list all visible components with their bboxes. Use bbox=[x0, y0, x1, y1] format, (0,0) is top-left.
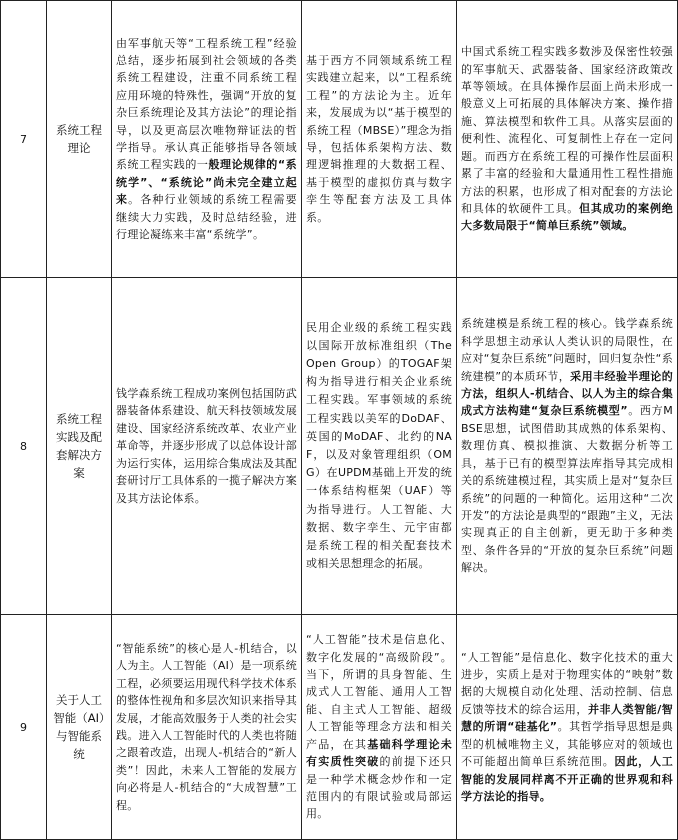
bold-text-segment: 基础科学理论未有实质性突破 bbox=[306, 737, 452, 769]
text-segment: “智能系统”的核心是人-机结合，以人为主。人工智能（AI）是一项系统工程，必须要运用现代科学技术体系的整体性视角和多层次知识来指导其发展，才能高效服务于人类的社会实践。进入人工智能时代的人类也将随之跟着改造，出现人-机结合的“新人类”！因此，未来人工智能的发展方向必将是人-机结合的“大成智慧”工程。 bbox=[116, 641, 297, 812]
bold-text-segment: 并非人类智能/智慧的所谓“硅基化” bbox=[461, 702, 673, 734]
row-number: 8 bbox=[1, 278, 47, 615]
china-practice-cell bbox=[112, 278, 302, 615]
text-segment: 的前提下还只是一种学术概念炒作和一定范围内的有限试验或局部运用。 bbox=[306, 755, 452, 821]
text-segment: 。各种行业领域的系统工程需要继续大力实践，及时总结经验，进行理论凝练来丰富“系统学”。 bbox=[116, 193, 297, 242]
comparison-cell bbox=[457, 1, 678, 278]
text-segment: 由军事航天等“工程系统工程”经验总结，逐步拓展到社会领域的各类系统工程建设，注重不同系统工程应用环境的特殊性，强调“开放的复杂巨系统理论及其方法论”的理论指导，以及更高层次唯物辩证法的哲学指导。承认真正能够指导各领域系统工程实践的一 bbox=[116, 36, 297, 172]
table-body bbox=[1, 1, 678, 840]
row-number: 9 bbox=[1, 615, 47, 840]
row-topic: 系统工程理论 bbox=[47, 1, 112, 278]
text-segment: 。西方MBSE思想，试图借助其成熟的体系架构、数理仿真、模拟推演、大数据分析等工具，基于已有的模型算法库指导其完成相关的系统建模过程，其实质上是对“复杂巨系统”的问题的一种简化。运用这种“二次开发”的方法论是典型的“跟跑”主义，无法实现真正的自主创新，更无助于多种类型、条件各异的“开放的复杂巨系统”问题解决。 bbox=[461, 404, 673, 575]
bold-text-segment: 般理论规律的“系统学”、“系统论”尚未完全建立起来 bbox=[116, 158, 297, 207]
western-practice-cell bbox=[302, 1, 457, 278]
row-topic: 系统工程实践及配套解决方案 bbox=[47, 278, 112, 615]
bold-text-segment: 但其成功的案例绝大多数局限于“简单巨系统”领域。 bbox=[461, 201, 674, 233]
text-segment: “人工智能”技术是信息化、数字化发展的“高级阶段”。当下，所谓的具身智能、生成式人工智能、通用人工智能、自主式人工智能、超级人工智能等理念方法和相关产品，在其 bbox=[306, 633, 452, 751]
comparison-cell bbox=[457, 615, 678, 840]
text-segment: 民用企业级的系统工程实践以国际开放标准组织（The Open Group）的TOGAF架构为指导进行相关企业系统工程实践。军事领域的系统工程实践以美军的DoDAF、英国的MoDAF、北约的NAF，以及对象管理组织（OMG）在UPDM基础上开发的统一体系结构框架（UAF）等为指导进行。人工智能、大数据、数字孪生、元宇宙都是系统工程的相关配套技术或相关思想理念的拓展。 bbox=[306, 320, 452, 571]
table-row bbox=[1, 615, 678, 840]
row-number: 7 bbox=[1, 1, 47, 278]
western-practice-cell bbox=[302, 615, 457, 840]
text-segment: 。其哲学指导思想是典型的机械唯物主义，其能够应对的领域也不可能超出简单巨系统范围。 bbox=[461, 720, 673, 769]
row-topic: 关于人工智能（AI）与智能系统 bbox=[47, 615, 112, 840]
comparison-cell bbox=[457, 278, 678, 615]
bold-text-segment: 采用丰经验半理论的方法，组织人-机结合、以人为主的综合集成式方法构建“复杂巨系统模型” bbox=[461, 369, 673, 418]
text-segment: “人工智能”是信息化、数字化技术的重大进步，实质上是对于物理实体的“映射”数据的大规模自动化处理、活动控制、信息反馈等技术的综合运用， bbox=[461, 650, 673, 716]
china-practice-cell bbox=[112, 615, 302, 840]
table-row bbox=[1, 278, 678, 615]
western-practice-cell bbox=[302, 278, 457, 615]
text-segment: 中国式系统工程实践多数涉及保密性较强的军事航天、武器装备、国家经济政策改革等领域。在具体操作层面上尚未形成一般意义上可拓展的具体解决方案、操作措施、算法模型和软件工具。从落实层面的便利性、流程化、可复制性上存在一定问题。而西方在系统工程的可操作性层面积累了丰富的经验和大量通用性工程性措施方法的积累，也形成了相对配套的方法论和具体的软硬件工具。 bbox=[461, 45, 673, 215]
china-practice-cell bbox=[112, 1, 302, 278]
text-segment: 系统建模是系统工程的核心。钱学森系统科学思想主动承认人类认识的局限性，在应对“复杂巨系统”问题时，回归复杂性“系统建模”的本质环节， bbox=[461, 317, 673, 383]
table-row bbox=[1, 1, 678, 278]
text-segment: 钱学森系统工程成功案例包括国防武器装备体系建设、航天科技领域发展建设、国家经济系统改革、农业产业革命等，并逐步形成了以总体设计部为运行实体，运用综合集成法及其配套研讨厅工具体系的一揽子解决方案及其方法论体系。 bbox=[116, 387, 297, 505]
bold-text-segment: 因此，人工智能的发展同样离不开正确的世界观和科学方法论的指导。 bbox=[461, 755, 674, 803]
text-segment: 基于西方不同领域系统工程实践建立起来，以“工程系统工程”的方法论为主。近年来，发展成为以“基于模型的系统工程（MBSE）”理念为指导，包括体系架构方法、数理逻辑推理的大数据工程、基于模型的虚拟仿真与数字孪生等配套方法及工具体系。 bbox=[306, 53, 452, 224]
